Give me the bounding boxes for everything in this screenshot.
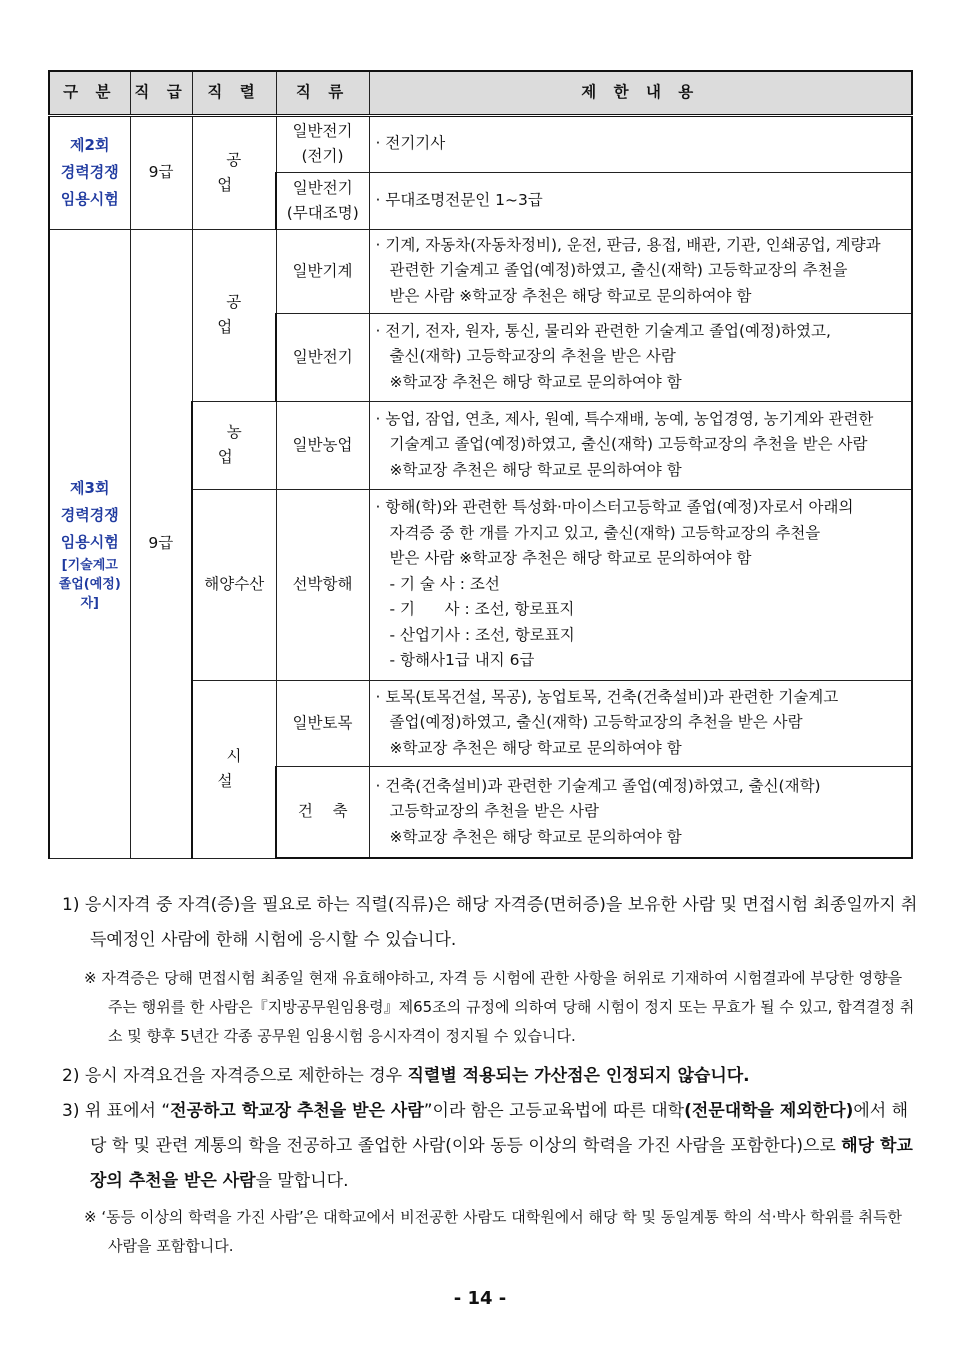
sec2-series: 공 업 [192, 115, 276, 229]
table-row [49, 229, 912, 313]
jikryu-tomok: 일반토목 [276, 680, 369, 766]
content-nongeop: · 농업, 잠업, 연초, 제사, 원예, 특수재배, 농예, 농업경영, 농기계와 관련한 기술계고 졸업(예정)하였고, 출신(재학) 고등학교장의 추천을 받은 사람 ※학교장 추천은 해당 학교로 문의하여야 함 [369, 401, 912, 489]
content-geonchuk: · 건축(건축설비)과 관련한 기술계고 졸업(예정)하였고, 출신(재학) 고등학교장의 추천을 받은 사람 ※학교장 추천은 해당 학교로 문의하여야 함 [369, 766, 912, 858]
table-row [49, 115, 912, 172]
sec3-series-gongeop: 공 업 [192, 229, 276, 401]
note-1: 1) 응시자격 중 자격(증)을 필요로 하는 직렬(직류)은 해당 자격증(면허증)을 보유한 사람 및 면접시험 최종일까지 취득예정인 사람에 한해 시험에 응시할 수 있습니다. [62, 895, 918, 950]
header-jikryu: 직 류 [276, 71, 369, 115]
content-seonbak: · 항해(학)와 관련한 특성화·마이스터고등학교 졸업(예정)자로서 아래의 자격증 중 한 개를 가지고 있고, 출신(재학) 고등학교장의 추천을 받은 사람 ※학교장 추천은 해당 학교로 문의하여야 함 - 기 술 사 : 조선 - 기 사 : 조선, 항로표지 - 산업기사 : 조선, 항로표지 - 항해사1급 내지 6급 [369, 489, 912, 680]
note-3-sub: ※ ‘동등 이상의 학력을 가진 사람’은 대학교에서 비전공한 사람도 대학원에서 해당 학 및 동일계통 학의 석·박사 학위를 취득한 사람을 포함합니다. [84, 1208, 902, 1255]
header-series: 직 렬 [192, 71, 276, 115]
sec3-series-nongeop: 농 업 [192, 401, 276, 489]
jikryu-jeongi: 일반전기 [276, 313, 369, 401]
sec3-series-siseol: 시 설 [192, 680, 276, 858]
sec2-gubun: 제2회 경력경쟁 임용시험 [49, 115, 130, 229]
sec2-jikryu-1: 일반전기 (전기) [276, 115, 369, 172]
sec2-grade: 9급 [130, 115, 192, 229]
sec3-series-haeyang: 해양수산 [192, 489, 276, 680]
jikryu-gigye: 일반기계 [276, 229, 369, 313]
sec2-content-2: · 무대조명전문인 1~3급 [369, 172, 912, 229]
note-3: 3) 위 표에서 “전공하고 학교장 추천을 받은 사람”이라 함은 고등교육법에 따른 대학(전문대학을 제외한다)에서 해당 학 및 관련 계통의 학을 전공하고 졸업한 사람(이와 동등 이상의 학력을 가진 사람을 포함한다)으로 해당 학교장의 추천을 받은 사람을 말합니다. [62, 1101, 913, 1191]
header-gubun: 구 분 [49, 71, 130, 115]
content-gigye: · 기계, 자동차(자동차정비), 운전, 판금, 용접, 배관, 기관, 인쇄공업, 계량과 관련한 기술계고 졸업(예정)하였고, 출신(재학) 고등학교장의 추천을 받은 사람 ※학교장 추천은 해당 학교로 문의하여야 함 [369, 229, 912, 313]
notes-section [60, 888, 920, 1261]
jikryu-geonchuk: 건 축 [276, 766, 369, 858]
note-2: 2) 응시 자격요건을 자격증으로 제한하는 경우 직렬별 적용되는 가산점은 인정되지 않습니다. [62, 1066, 750, 1086]
jikryu-seonbak: 선박항해 [276, 489, 369, 680]
qualification-table [48, 70, 913, 859]
note-1-sub: ※ 자격증은 당해 면접시험 최종일 현재 유효해야하고, 자격 등 시험에 관한 사항을 허위로 기재하여 시험결과에 부당한 영향을 주는 행위를 한 사람은『지방공무원임용령』제65조의 규정에 의하여 당해 시험이 정지 또는 무효가 될 수 있고, 합격결정 취소 및 향후 5년간 각종 공무원 임용시험 응시자격이 정지될 수 있습니다. [84, 969, 915, 1045]
table-header-row [49, 71, 912, 115]
page-number: - 14 - [453, 1288, 507, 1309]
sec2-jikryu-2: 일반전기 (무대조명) [276, 172, 369, 229]
header-content: 제 한 내 용 [369, 71, 912, 115]
sec3-grade: 9급 [130, 229, 192, 858]
jikryu-nongeop: 일반농업 [276, 401, 369, 489]
content-jeongi: · 전기, 전자, 원자, 통신, 물리와 관련한 기술계고 졸업(예정)하였고, 출신(재학) 고등학교장의 추천을 받은 사람 ※학교장 추천은 해당 학교로 문의하여야 함 [369, 313, 912, 401]
content-tomok: · 토목(토목건설, 목공), 농업토목, 건축(건축설비)과 관련한 기술계고 졸업(예정)하였고, 출신(재학) 고등학교장의 추천을 받은 사람 ※학교장 추천은 해당 학교로 문의하여야 함 [369, 680, 912, 766]
sec2-content-1: · 전기기사 [369, 115, 912, 172]
header-grade: 직 급 [130, 71, 192, 115]
sec3-gubun: 제3회 경력경쟁 임용시험 [기술계고 졸업(예정)자] [49, 229, 130, 858]
